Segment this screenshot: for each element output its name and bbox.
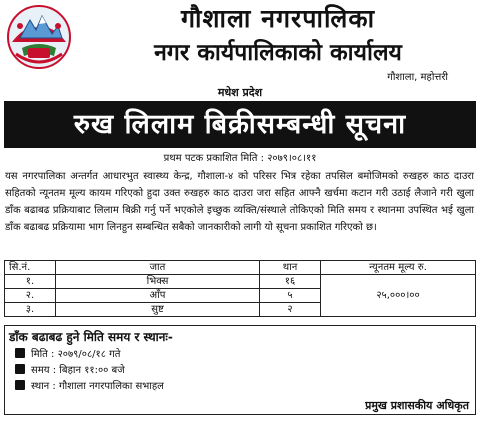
tree-table xyxy=(4,260,476,317)
row-species: सुष्ट xyxy=(56,303,260,317)
auction-venue: स्थान : गौशाला नगरपालिका सभाहल xyxy=(31,381,164,392)
row-species: आँप xyxy=(56,289,260,303)
auction-details-box xyxy=(4,325,476,415)
notice-body: यस नगरपालिका अन्तर्गत आधारभुत स्वास्थ्य केन्द्र, गौशाला-४ को परिसर भित्र रहेका तपसिल बमोजिमको रुखहरु काठ दाउरा सहितको न्यूनतम मूल्य कायम गरिएको हुदा उक्त रुखहरु काठ दाउरा जरा सहित आफ्नै खर्चमा कटान गरी उठाई लैजाने गरी खुला डाँक बढाबढ प्रक्रियाबाट लिलाम बिक्री गर्नु पर्ने भएकोले इच्छुक व्यक्ति/संस्थाले तोकिएको मिति समय र स्थानमा उपस्थित भई खुला डाँक बढाबढ प्रक्रियामा भाग लिनहुन सम्बन्धित सबैको जानकारीको लागी यो सूचना प्रकाशित गरिएको छ। xyxy=(5,171,474,233)
table-header-row xyxy=(5,261,476,275)
auction-title: डाँक बढाबढ हुने मिति समय र स्थानः- xyxy=(9,330,173,344)
row-qty: २ xyxy=(260,303,321,317)
bullet-icon xyxy=(15,380,25,390)
notice-title-banner: रुख लिलाम बिक्रीसम्बन्धी सूचना xyxy=(4,101,476,148)
office-name: नगर कार्यपालिकाको कार्यालय xyxy=(154,40,402,66)
row-sn: १. xyxy=(5,275,56,289)
signatory: प्रमुख प्रशासकीय अधिकृत xyxy=(365,399,469,412)
min-price-cell: २५,०००।०० xyxy=(321,275,476,317)
row-qty: ५ xyxy=(260,289,321,303)
published-date: प्रथम पटक प्रकाशित मिति : २०७९।०८।११ xyxy=(163,153,317,164)
list-item xyxy=(15,364,125,378)
row-species: भिक्स xyxy=(56,275,260,289)
list-item xyxy=(15,380,164,394)
row-sn: ३. xyxy=(5,303,56,317)
nepal-government-emblem xyxy=(6,4,72,70)
municipality-name: गौशाला नगरपालिका xyxy=(180,4,376,33)
bullet-icon xyxy=(15,348,25,358)
bullet-icon xyxy=(15,364,25,374)
auction-time: समय : बिहान ११:०० बजे xyxy=(31,365,125,376)
office-address: गौशाला, महोत्तरी xyxy=(387,72,448,83)
header-min-price: न्यूनतम मूल्य रु. xyxy=(321,261,476,275)
header-qty: थान xyxy=(260,261,321,275)
header-species: जात xyxy=(56,261,260,275)
list-item xyxy=(15,348,120,362)
province-name: मधेश प्रदेश xyxy=(217,86,263,99)
table-row xyxy=(5,275,476,289)
auction-date: मिति : २०७९/०८/१८ गते xyxy=(31,349,121,360)
header-sn: सि.नं. xyxy=(5,261,56,275)
row-qty: १६ xyxy=(260,275,321,289)
row-sn: २. xyxy=(5,289,56,303)
